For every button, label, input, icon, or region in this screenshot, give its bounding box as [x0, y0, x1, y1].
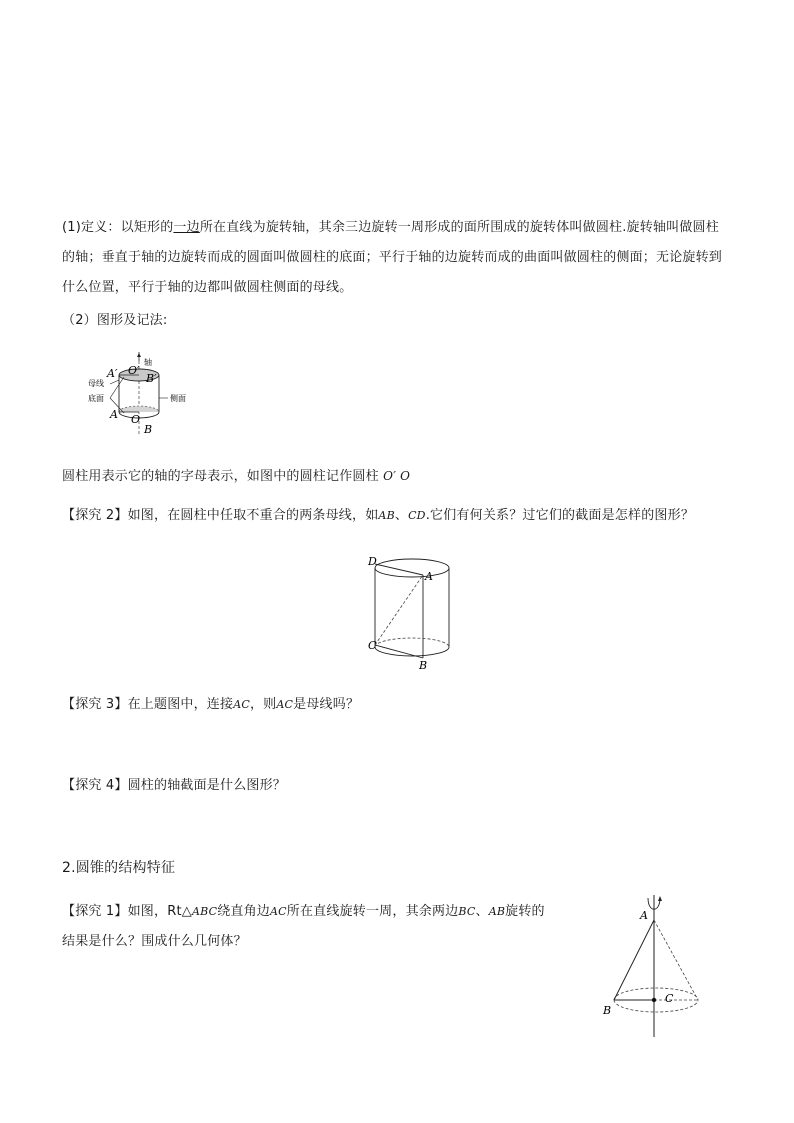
point-b: B	[144, 423, 153, 436]
generatrix-label: 母线	[88, 379, 104, 388]
cone-abc: ABC	[191, 905, 218, 918]
axis-arrow-head	[137, 353, 141, 357]
cone-ab: AB	[488, 905, 506, 918]
cone-text2: 绕直角边	[217, 904, 270, 919]
explore2-tag: 【探究 2】	[62, 508, 128, 523]
base-label: 底面	[88, 394, 104, 403]
cone-text1: 如图，Rt△	[127, 904, 192, 919]
explore3-ac1: AC	[233, 698, 250, 711]
cone-text3: 所在直线旋转一周，其余两边	[286, 904, 459, 919]
axis-label: 轴	[144, 358, 152, 367]
cone-text4: 旋转的	[505, 904, 545, 919]
explore2-question	[62, 501, 762, 531]
cone-tag: 【探究 1】	[62, 904, 128, 919]
cone-diagram	[598, 893, 708, 1043]
cyl2-d: D	[368, 555, 377, 568]
base-front-arc	[614, 1000, 698, 1012]
cylinder2-top	[375, 559, 449, 577]
explore2-text2: .它们有何关系？过它们的截面是怎样的图形？	[425, 508, 695, 523]
cone-bc: BC	[458, 905, 476, 918]
base-pointer-top	[110, 377, 124, 398]
cylinder-diagram	[86, 352, 196, 442]
cone-b: B	[603, 1004, 612, 1017]
explore4-question	[62, 771, 732, 801]
chord-cb	[375, 645, 423, 658]
explore3-tag: 【探究 3】	[62, 697, 128, 712]
point-c-dot	[652, 998, 656, 1002]
cyl2-c: C	[368, 639, 377, 652]
cone-line2: 结果是什么？围成什么几何体？	[62, 934, 247, 949]
explore2-cd: CD	[408, 509, 426, 522]
cone-ac: AC	[270, 905, 287, 918]
explore4-tag: 【探究 4】	[62, 778, 128, 793]
cyl2-b: B	[419, 659, 428, 672]
point-a: A	[110, 408, 118, 421]
explore3-question	[62, 690, 732, 720]
cone-c: C	[665, 992, 674, 1005]
definition-underlined: 一边	[173, 220, 200, 235]
point-o-prime: O′	[128, 364, 140, 377]
section2-title: 2.圆锥的结构特征	[62, 860, 176, 876]
point-b-prime: B′	[146, 372, 157, 385]
definition-prefix: (1)定义：以矩形的	[62, 220, 174, 235]
notation-text: 圆柱用表示它的轴的字母表示，如图中的圆柱记作圆柱	[62, 469, 379, 484]
explore2-text1: 如图，在圆柱中任取不重合的两条母线，如	[127, 508, 379, 523]
base-back-arc	[614, 988, 698, 1000]
cylinder2-diagram	[362, 548, 462, 676]
cone-a: A	[640, 909, 648, 922]
notation-symbol: O′ O	[383, 469, 411, 483]
cone-explore1-question	[62, 897, 602, 957]
explore2-ab: AB	[378, 509, 395, 522]
bottom-back-arc	[119, 406, 159, 412]
point-o: O	[131, 413, 141, 426]
diagonal-ca	[375, 575, 423, 645]
cylinder2-bottom-back	[375, 638, 449, 647]
definition-paragraph	[62, 213, 732, 303]
cyl2-a: A	[425, 570, 433, 583]
cone-sep: 、	[475, 904, 489, 919]
figure-heading: （2）图形及记法:	[62, 313, 168, 328]
point-a-prime: A′	[107, 367, 118, 380]
rotation-arrow-head	[658, 896, 662, 901]
explore2-sep: 、	[394, 508, 409, 523]
explore4-text: 圆柱的轴截面是什么图形？	[127, 778, 287, 793]
notation-line	[62, 461, 732, 492]
explore3-text1: 在上题图中，连接	[127, 697, 234, 712]
side-label: 侧面	[170, 394, 186, 403]
definition-rest: 所在直线为旋转轴，其余三边旋转一周形成的面所围成的旋转体叫做圆柱.旋转轴叫做圆柱的轴；垂直于轴的边旋转而成的圆面叫做圆柱的底面；平行于轴的边旋转而成的曲面叫做圆柱的侧面；无论旋转到什么位置，平行于轴的边都叫做圆柱侧面的母线。	[62, 220, 723, 295]
generatrix-pointer	[110, 380, 119, 384]
explore3-ac2: AC	[276, 698, 294, 711]
explore3-text2: ，则	[249, 697, 277, 712]
explore3-text3: 是母线吗？	[293, 697, 360, 712]
